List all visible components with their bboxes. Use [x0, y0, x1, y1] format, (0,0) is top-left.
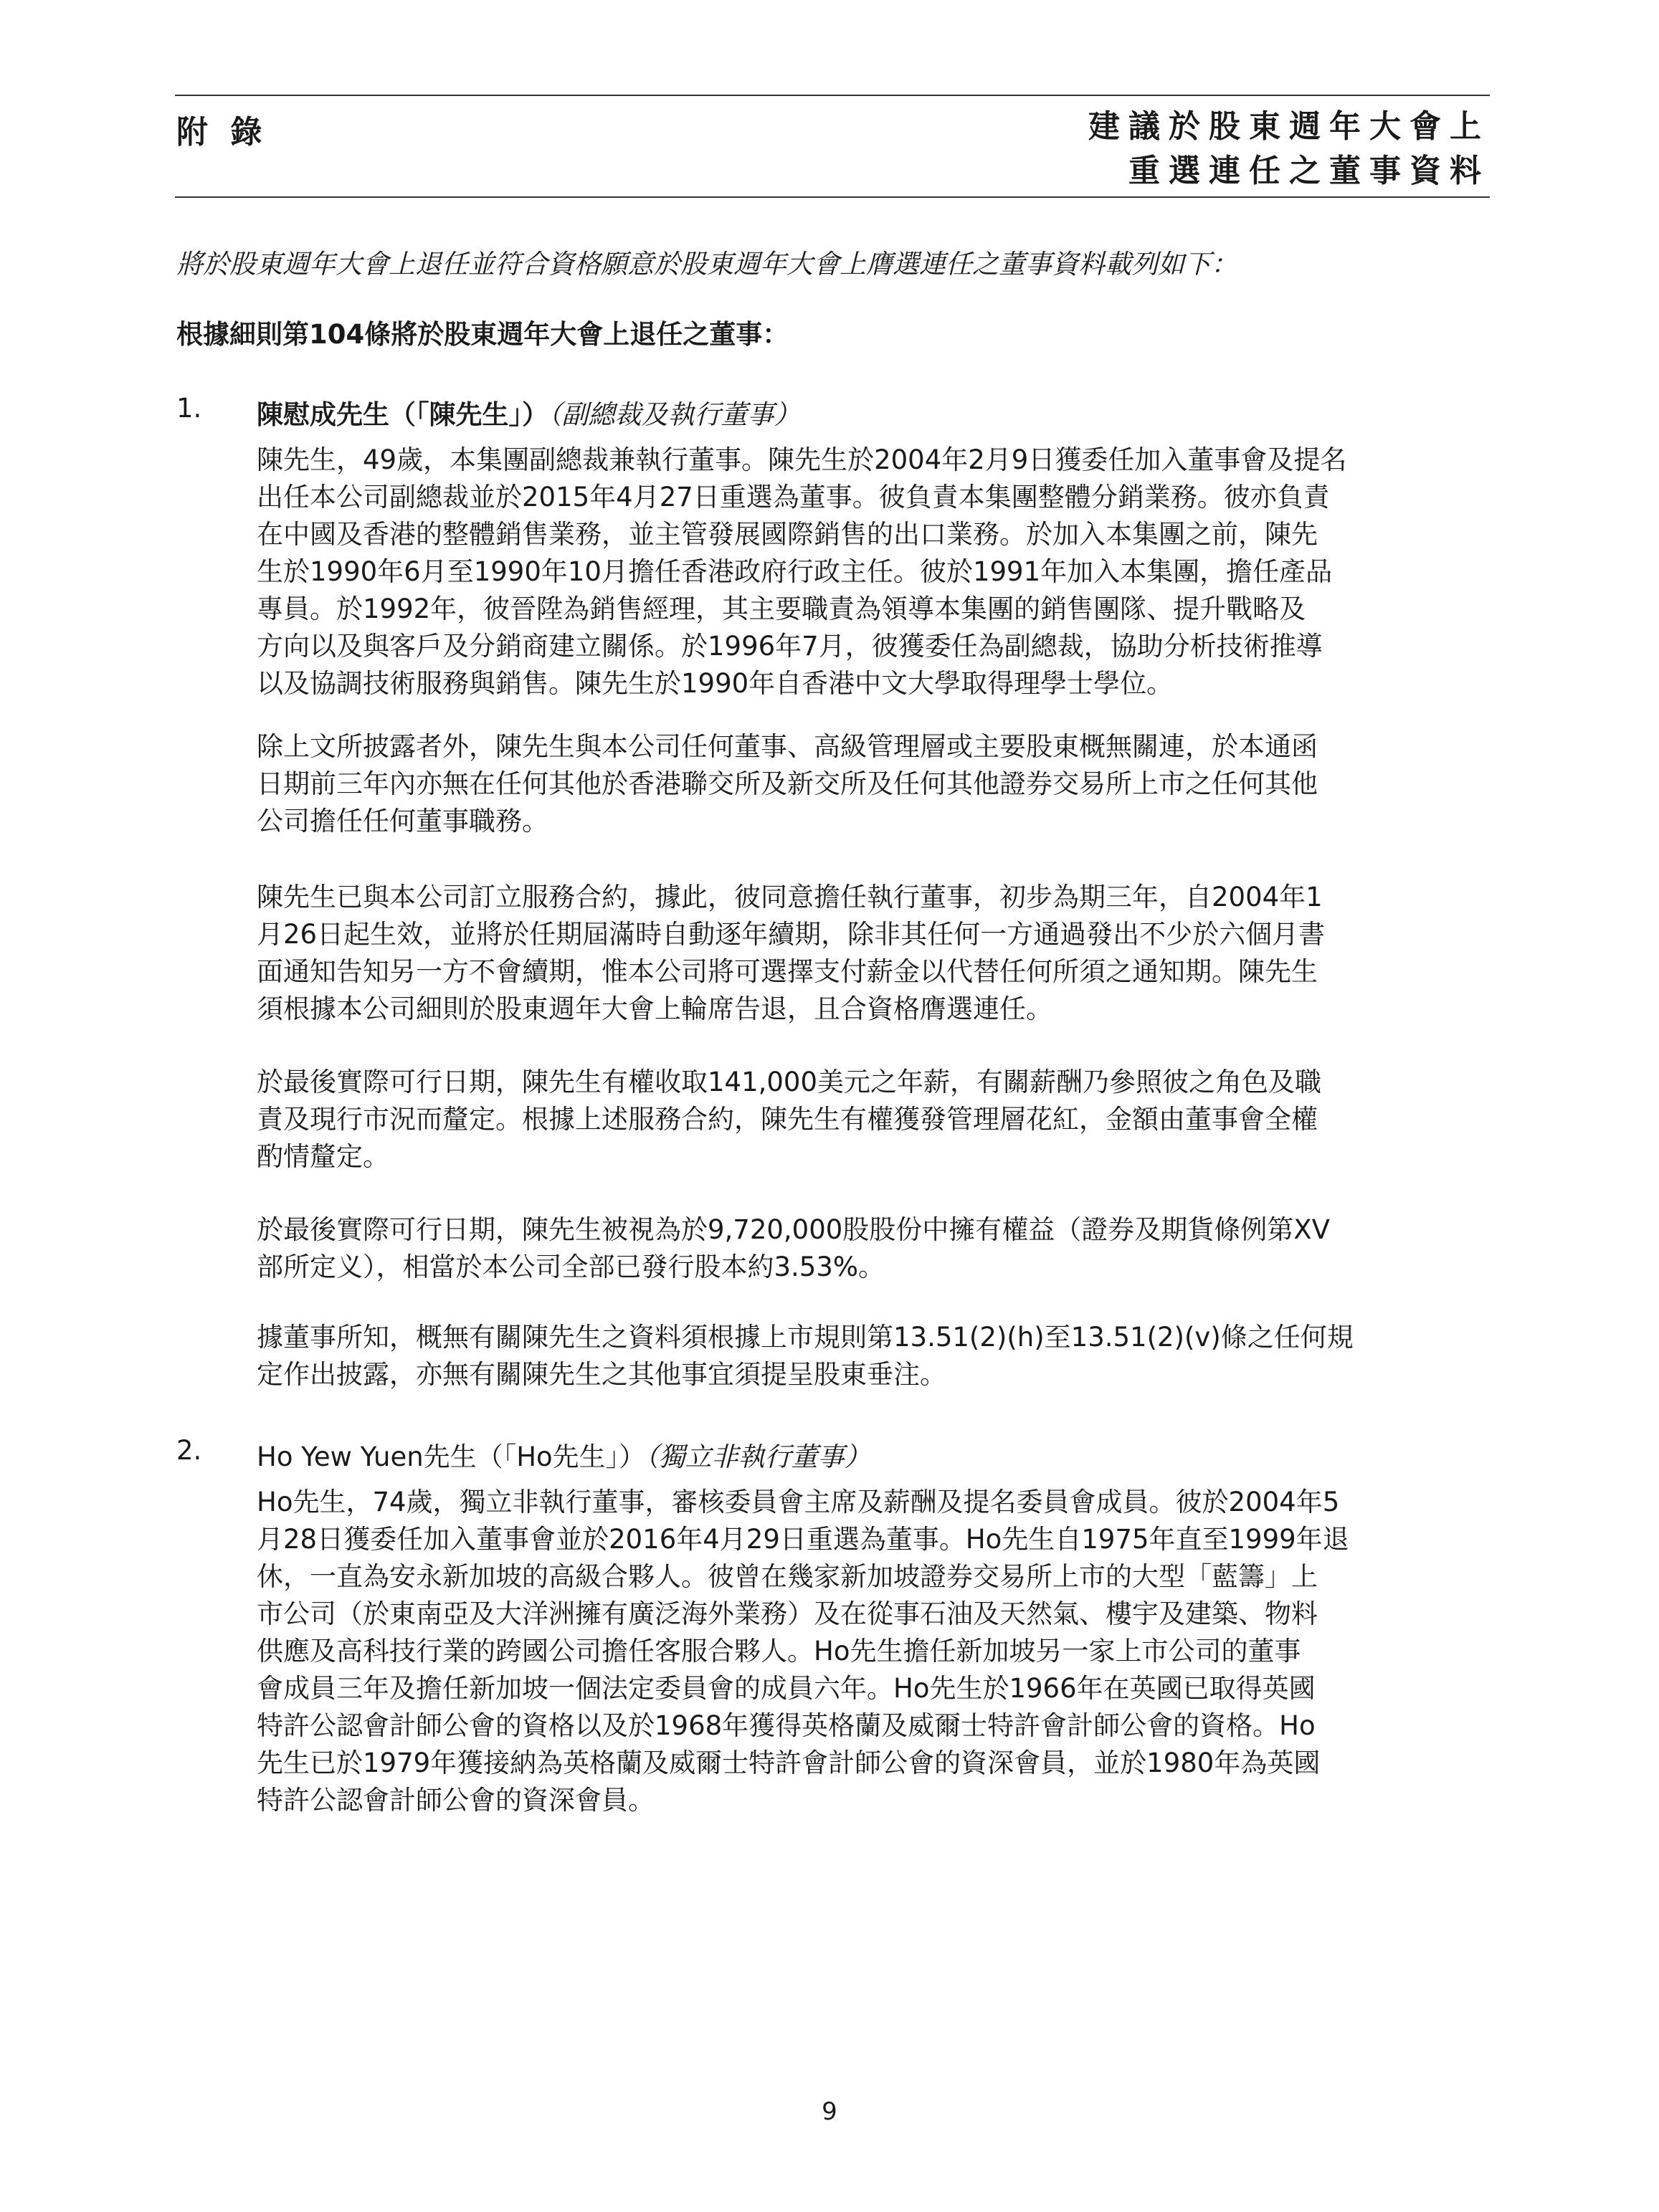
text-line: 責及現行市況而釐定。根據上述服務合約，陳先生有權獲發管理層花紅，金額由董事會全權 — [257, 1104, 1318, 1135]
service-contract-paragraph — [257, 879, 1493, 1028]
text-line: 供應及高科技行業的跨國公司擔任客服合夥人。Ho先生擔任新加坡另一家上市公司的董事 — [257, 1636, 1301, 1667]
header-title-line: 建議於股東週年大會上 — [1088, 108, 1490, 145]
header-title — [1088, 105, 1490, 194]
relationship-paragraph — [257, 728, 1493, 840]
text-line: 陳先生，49歲，本集團副總裁兼執行董事。陳先生於2004年2月9日獲委任加入董事會及提名 — [257, 444, 1347, 475]
text-line: 休，一直為安永新加坡的高級合夥人。彼曾在幾家新加坡證券交易所上市的大型「藍籌」上 — [257, 1561, 1318, 1592]
text-line: 市公司（於東南亞及大洋洲擁有廣泛海外業務）及在從事石油及天然氣、樓宇及建築、物料 — [257, 1598, 1318, 1629]
director-role: （獨立非執行董事） — [645, 1441, 871, 1472]
text-line: 生於1990年6月至1990年10月擔任香港政府行政主任。彼於1991年加入本集團，擔任產品 — [257, 556, 1333, 587]
text-line: 特許公認會計師公會的資格以及於1968年獲得英格蘭及威爾士特許會計師公會的資格。Ho — [257, 1710, 1316, 1741]
text-line: 陳先生已與本公司訂立服務合約，據此，彼同意擔任執行董事，初步為期三年，自2004年1 — [257, 882, 1323, 912]
bio-paragraph — [257, 1484, 1493, 1819]
director-role: （副總裁及執行董事） — [548, 399, 801, 430]
item-number: 1. — [176, 393, 202, 424]
text-line: 月28日獲委任加入董事會並於2016年4月29日重選為董事。Ho先生自1975年直至1999年退 — [257, 1524, 1349, 1555]
intro-text: 將於股東週年大會上退任並符合資格願意於股東週年大會上膺選連任之董事資料載列如下： — [176, 249, 1237, 280]
disclosure-paragraph — [257, 1319, 1493, 1393]
text-line: 於最後實際可行日期，陳先生有權收取141,000美元之年薪，有關薪酬乃參照彼之角色及職 — [257, 1067, 1322, 1097]
salary-paragraph — [257, 1064, 1493, 1176]
text-line: 除上文所披露者外，陳先生與本公司任何董事、高級管理層或主要股東概無關連，於本通函 — [257, 731, 1318, 762]
item-number: 2. — [176, 1435, 202, 1466]
text-line: 出任本公司副總裁並於2015年4月27日重選為董事。彼負責本集團整體分銷業務。彼亦負責 — [257, 482, 1330, 513]
text-line: 特許公認會計師公會的資深會員。 — [257, 1785, 655, 1816]
section-heading: 根據細則第104條將於股東週年大會上退任之董事： — [176, 319, 789, 350]
director-heading — [257, 393, 801, 432]
director-name: 陳慰成先生（「陳先生」） — [257, 399, 548, 430]
director-name: Ho Yew Yuen先生（「Ho先生」） — [257, 1441, 646, 1472]
text-line: 方向以及與客戶及分銷商建立關係。於1996年7月，彼獲委任為副總裁，協助分析技術推導 — [257, 631, 1323, 662]
text-line: 於最後實際可行日期，陳先生被視為於9,720,000股股份中擁有權益（證券及期貨條例第XV — [257, 1214, 1330, 1245]
text-line: Ho先生，74歲，獨立非執行董事，審核委員會主席及薪酬及提名委員會成員。彼於2004年5 — [257, 1487, 1340, 1517]
text-line: 會成員三年及擔任新加坡一個法定委員會的成員六年。Ho先生於1966年在英國已取得英國 — [257, 1673, 1316, 1704]
text-line: 專員。於1992年，彼晉陞為銷售經理，其主要職責為領導本集團的銷售團隊、提升戰略及 — [257, 593, 1306, 624]
page-number: 9 — [822, 2097, 837, 2126]
text-line: 據董事所知，概無有關陳先生之資料須根據上市規則第13.51(2)(h)至13.51(2)(v)條之任何規 — [257, 1322, 1354, 1353]
text-line: 定作出披露，亦無有關陳先生之其他事宜須提呈股東垂注。 — [257, 1359, 946, 1390]
text-line: 部所定义），相當於本公司全部已發行股本約3.53%。 — [257, 1252, 885, 1282]
header-top-rule — [175, 95, 1490, 96]
header-appendix-label: 附 錄 — [176, 114, 268, 151]
text-line: 先生已於1979年獲接納為英格蘭及威爾士特許會計師公會的資深會員，並於1980年為英國 — [257, 1748, 1321, 1778]
header-title-line: 重選連任之董事資料 — [1128, 153, 1490, 189]
text-line: 面通知告知另一方不會續期，惟本公司將可選擇支付薪金以代替任何所須之通知期。陳先生 — [257, 956, 1318, 987]
text-line: 以及協調技術服務與銷售。陳先生於1990年自香港中文大學取得理學士學位。 — [257, 668, 1174, 699]
text-line: 在中國及香港的整體銷售業務，並主管發展國際銷售的出口業務。於加入本集團之前，陳先 — [257, 519, 1318, 550]
text-line: 公司擔任任何董事職務。 — [257, 806, 548, 836]
text-line: 日期前三年內亦無在任何其他於香港聯交所及新交所及任何其他證券交易所上市之任何其他 — [257, 768, 1318, 799]
bio-paragraph — [257, 442, 1493, 702]
header-bottom-rule — [175, 196, 1490, 198]
interest-paragraph — [257, 1211, 1493, 1286]
director-heading — [257, 1435, 871, 1474]
text-line: 月26日起生效，並將於任期屆滿時自動逐年續期，除非其任何一方通過發出不少於六個月書 — [257, 919, 1326, 950]
text-line: 酌情釐定。 — [257, 1141, 389, 1172]
text-line: 須根據本公司細則於股東週年大會上輪席告退，且合資格膺選連任。 — [257, 993, 1052, 1024]
